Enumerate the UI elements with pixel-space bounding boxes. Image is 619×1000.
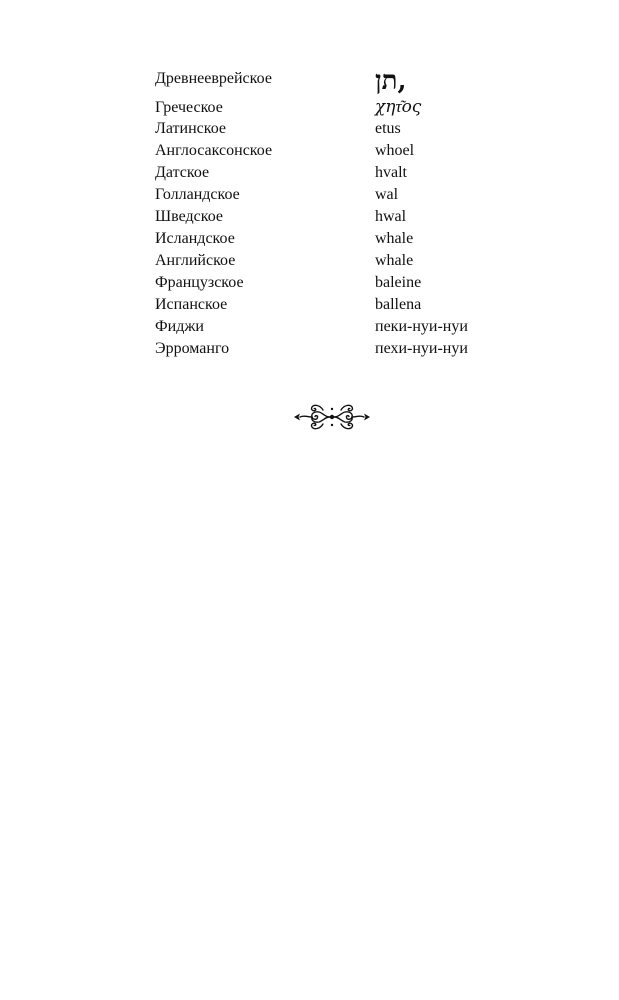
list-item	[155, 228, 495, 250]
language-name: Англосаксонское	[155, 142, 273, 159]
list-item	[155, 206, 495, 228]
whale-word: пехи-нуи-нуи	[375, 340, 468, 357]
list-item	[155, 140, 495, 162]
whale-word: hvalt	[375, 164, 407, 181]
whale-word: hwal	[375, 208, 407, 225]
language-name: Древнееврейское	[155, 70, 272, 87]
list-item	[155, 96, 495, 118]
language-name: Испанское	[155, 296, 228, 313]
list-item	[155, 250, 495, 272]
whale-word: χητ͂ος	[375, 97, 422, 117]
whale-names-list	[155, 62, 495, 360]
language-name: Латинское	[155, 120, 227, 137]
whale-word: etus	[375, 120, 401, 137]
list-item	[155, 338, 495, 360]
list-item	[155, 294, 495, 316]
list-item	[155, 62, 495, 96]
language-name: Греческое	[155, 99, 223, 116]
whale-word: wal	[375, 186, 399, 203]
language-name: Эрроманго	[155, 340, 230, 357]
language-name: Исландское	[155, 230, 235, 247]
whale-word: whoel	[375, 142, 415, 159]
whale-word: ballena	[375, 296, 422, 313]
language-name: Фиджи	[155, 318, 204, 335]
whale-word: whale	[375, 230, 414, 247]
whale-word: baleine	[375, 274, 422, 291]
list-item	[155, 184, 495, 206]
flourish-ornament-icon	[292, 400, 372, 434]
language-name: Шведское	[155, 208, 223, 225]
whale-word: пеки-нуи-нуи	[375, 318, 468, 335]
list-item	[155, 272, 495, 294]
language-name: Датское	[155, 164, 210, 181]
list-item	[155, 162, 495, 184]
list-item	[155, 118, 495, 140]
language-name: Английское	[155, 252, 236, 269]
language-name: Французское	[155, 274, 244, 291]
whale-word: תן,	[375, 66, 407, 96]
list-item	[155, 316, 495, 338]
whale-word: whale	[375, 252, 414, 269]
language-name: Голландское	[155, 186, 240, 203]
